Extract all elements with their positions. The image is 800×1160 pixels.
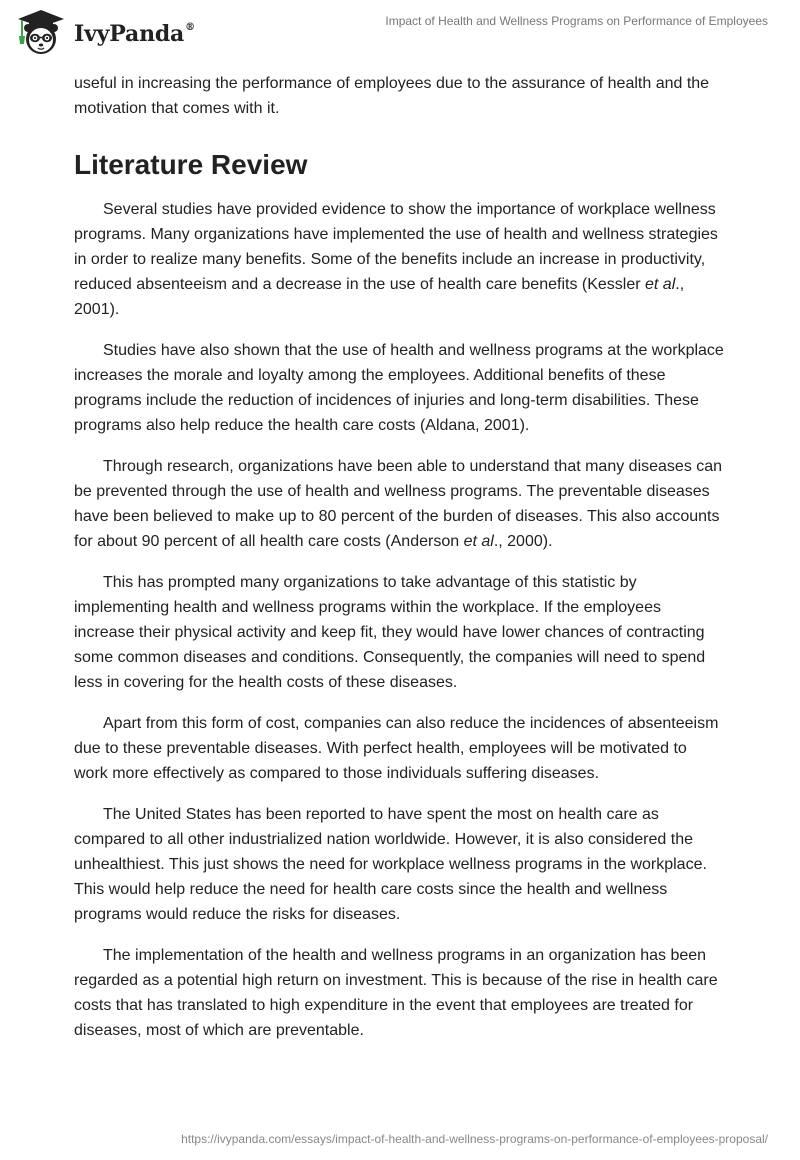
essay-body (74, 71, 724, 1059)
paragraph-6: The United States has been reported to have spent the most on health care as compared to all other industrialized nation worldwide. However, it is also considered the unhealthiest. This just shows the need for workplace wellness programs in the workplace. This would help reduce the need for health care costs since the health and wellness programs would reduce the risks for diseases. (74, 806, 707, 923)
paragraph-4: This has prompted many organizations to take advantage of this statistic by implementing health and wellness programs within the workplace. If the employees increase their physical activity and keep fit, they would have lower chances of contracting some common diseases and conditions. Consequently, the companies will need to spend less in covering for the health costs of these diseases. (74, 574, 706, 691)
page-header (0, 0, 800, 70)
paragraph-2: Studies have also shown that the use of health and wellness programs at the workplace increases the morale and loyalty among the employees. Additional benefits of these programs include the reduction of incidences of injuries and long-term disabilities. These programs also help reduce the health care costs (Aldana, 2001). (74, 342, 724, 434)
paragraph-1: Several studies have provided evidence to show the importance of workplace wellness programs. Many organizations have implemented the use of health and wellness strategies in order to realize many benefits. Some of the benefits include an increase in productivity, reduced absenteeism and a decrease in the use of health care benefits (Kessler et al., 2001). (74, 201, 718, 318)
source-url-link[interactable]: https://ivypanda.com/essays/impact-of-health-and-wellness-programs-on-performance-of-employees-proposal/ (181, 1132, 768, 1146)
ivypanda-logo[interactable] (14, 8, 195, 58)
document-title: Impact of Health and Wellness Programs on Performance of Employees (385, 14, 768, 28)
section-heading: Literature Review (74, 149, 308, 180)
panda-graduate-icon (14, 8, 68, 58)
paragraph-3: Through research, organizations have been able to understand that many diseases can be prevented through the use of health and wellness programs. The preventable diseases have been believed to make up to 80 percent of the burden of diseases. This also accounts for about 90 percent of all health care costs (Anderson et al., 2000). (74, 458, 723, 550)
paragraph-5: Apart from this form of cost, companies can also reduce the incidences of absenteeism due to these preventable diseases. With perfect health, employees will be motivated to work more effectively as compared to those individuals suffering diseases. (74, 715, 719, 782)
intro-paragraph: useful in increasing the performance of employees due to the assurance of health and the motivation that comes with it. (74, 75, 710, 117)
logo-wordmark: IvyPanda® (74, 21, 195, 47)
paragraph-7: The implementation of the health and wellness programs in an organization has been regarded as a potential high return on investment. This is because of the rise in health care costs that has translated to high expenditure in the event that employees are treated for diseases, most of which are preventable. (74, 947, 718, 1039)
